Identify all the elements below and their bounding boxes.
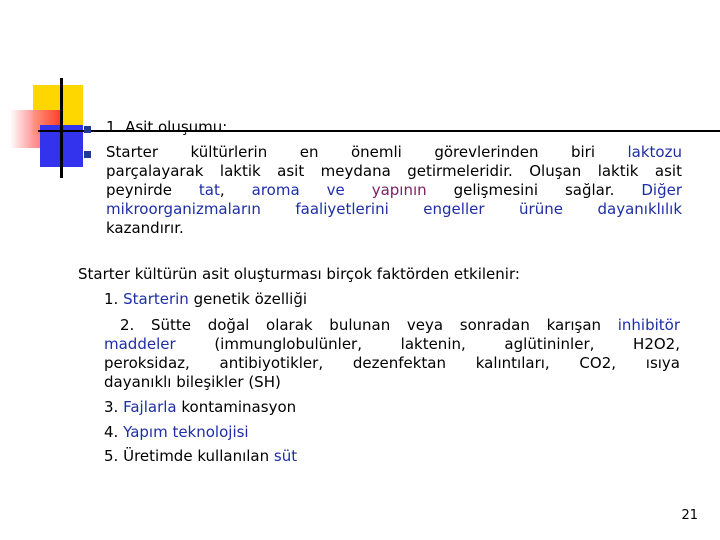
bullet-paragraph xyxy=(106,143,682,238)
paragraph-text: peynirde xyxy=(106,181,199,199)
paragraph-text: , xyxy=(219,181,252,199)
factor-item: 2. Sütte doğal olarak bulunan veya sonradan karışan inhibitör maddeler (immunglobulünler, laktenin, aglütininler, H2O2, peroksidaz, antibiyotikler, dezenfektan kalıntıları, CO2, ısıya dayanıklı bileşikler (SH) xyxy=(104,316,680,391)
paragraph-text: Starter kültürlerin en önemli görevlerinden biri xyxy=(106,143,628,161)
term-inhibitor: inhibitör xyxy=(617,316,680,334)
term-aroma: aroma xyxy=(251,181,300,199)
factors-intro: Starter kültürün asit oluşturması birçok faktörden etkilenir: xyxy=(78,265,520,283)
paragraph-text-blue: mikroorganizmaların faaliyetlerini engeller ürüne dayanıklılık xyxy=(106,200,682,218)
decor-vertical-line xyxy=(60,78,63,178)
paragraph-text: kazandırır. xyxy=(106,219,184,237)
term-starterin: Starterin xyxy=(123,290,189,308)
term-yapim-teknolojisi: Yapım teknolojisi xyxy=(123,423,249,441)
term-sut: süt xyxy=(273,447,298,465)
paragraph-text: parçalayarak laktik asit meydana getirmeleridir. Oluşan laktik asit xyxy=(106,162,682,180)
paragraph-text xyxy=(300,181,327,199)
factor-item: 4. Yapım teknolojisi xyxy=(104,423,249,441)
term-maddeler: maddeler xyxy=(104,335,176,353)
term-tat: tat xyxy=(198,181,220,199)
paragraph-text: gelişmesini sağlar. xyxy=(426,181,642,199)
term-yapinin: yapının xyxy=(371,181,427,199)
factor-item: 1. Starterin genetik özelliği xyxy=(104,290,308,308)
bullet-icon xyxy=(84,151,91,158)
term-ve: ve xyxy=(326,181,345,199)
bullet-icon xyxy=(84,126,91,133)
term-fajlarla: Fajlarla xyxy=(123,398,177,416)
factor-item: 5. Üretimde kullanılan süt xyxy=(104,447,298,465)
bullet-heading: 1. Asit oluşumu: xyxy=(106,118,228,136)
term-laktozu: laktozu xyxy=(627,143,682,161)
page-number: 21 xyxy=(681,508,698,523)
term-diger: Diğer xyxy=(641,181,682,199)
factor-item: 3. Fajlarla kontaminasyon xyxy=(104,398,297,416)
paragraph-text xyxy=(345,181,372,199)
